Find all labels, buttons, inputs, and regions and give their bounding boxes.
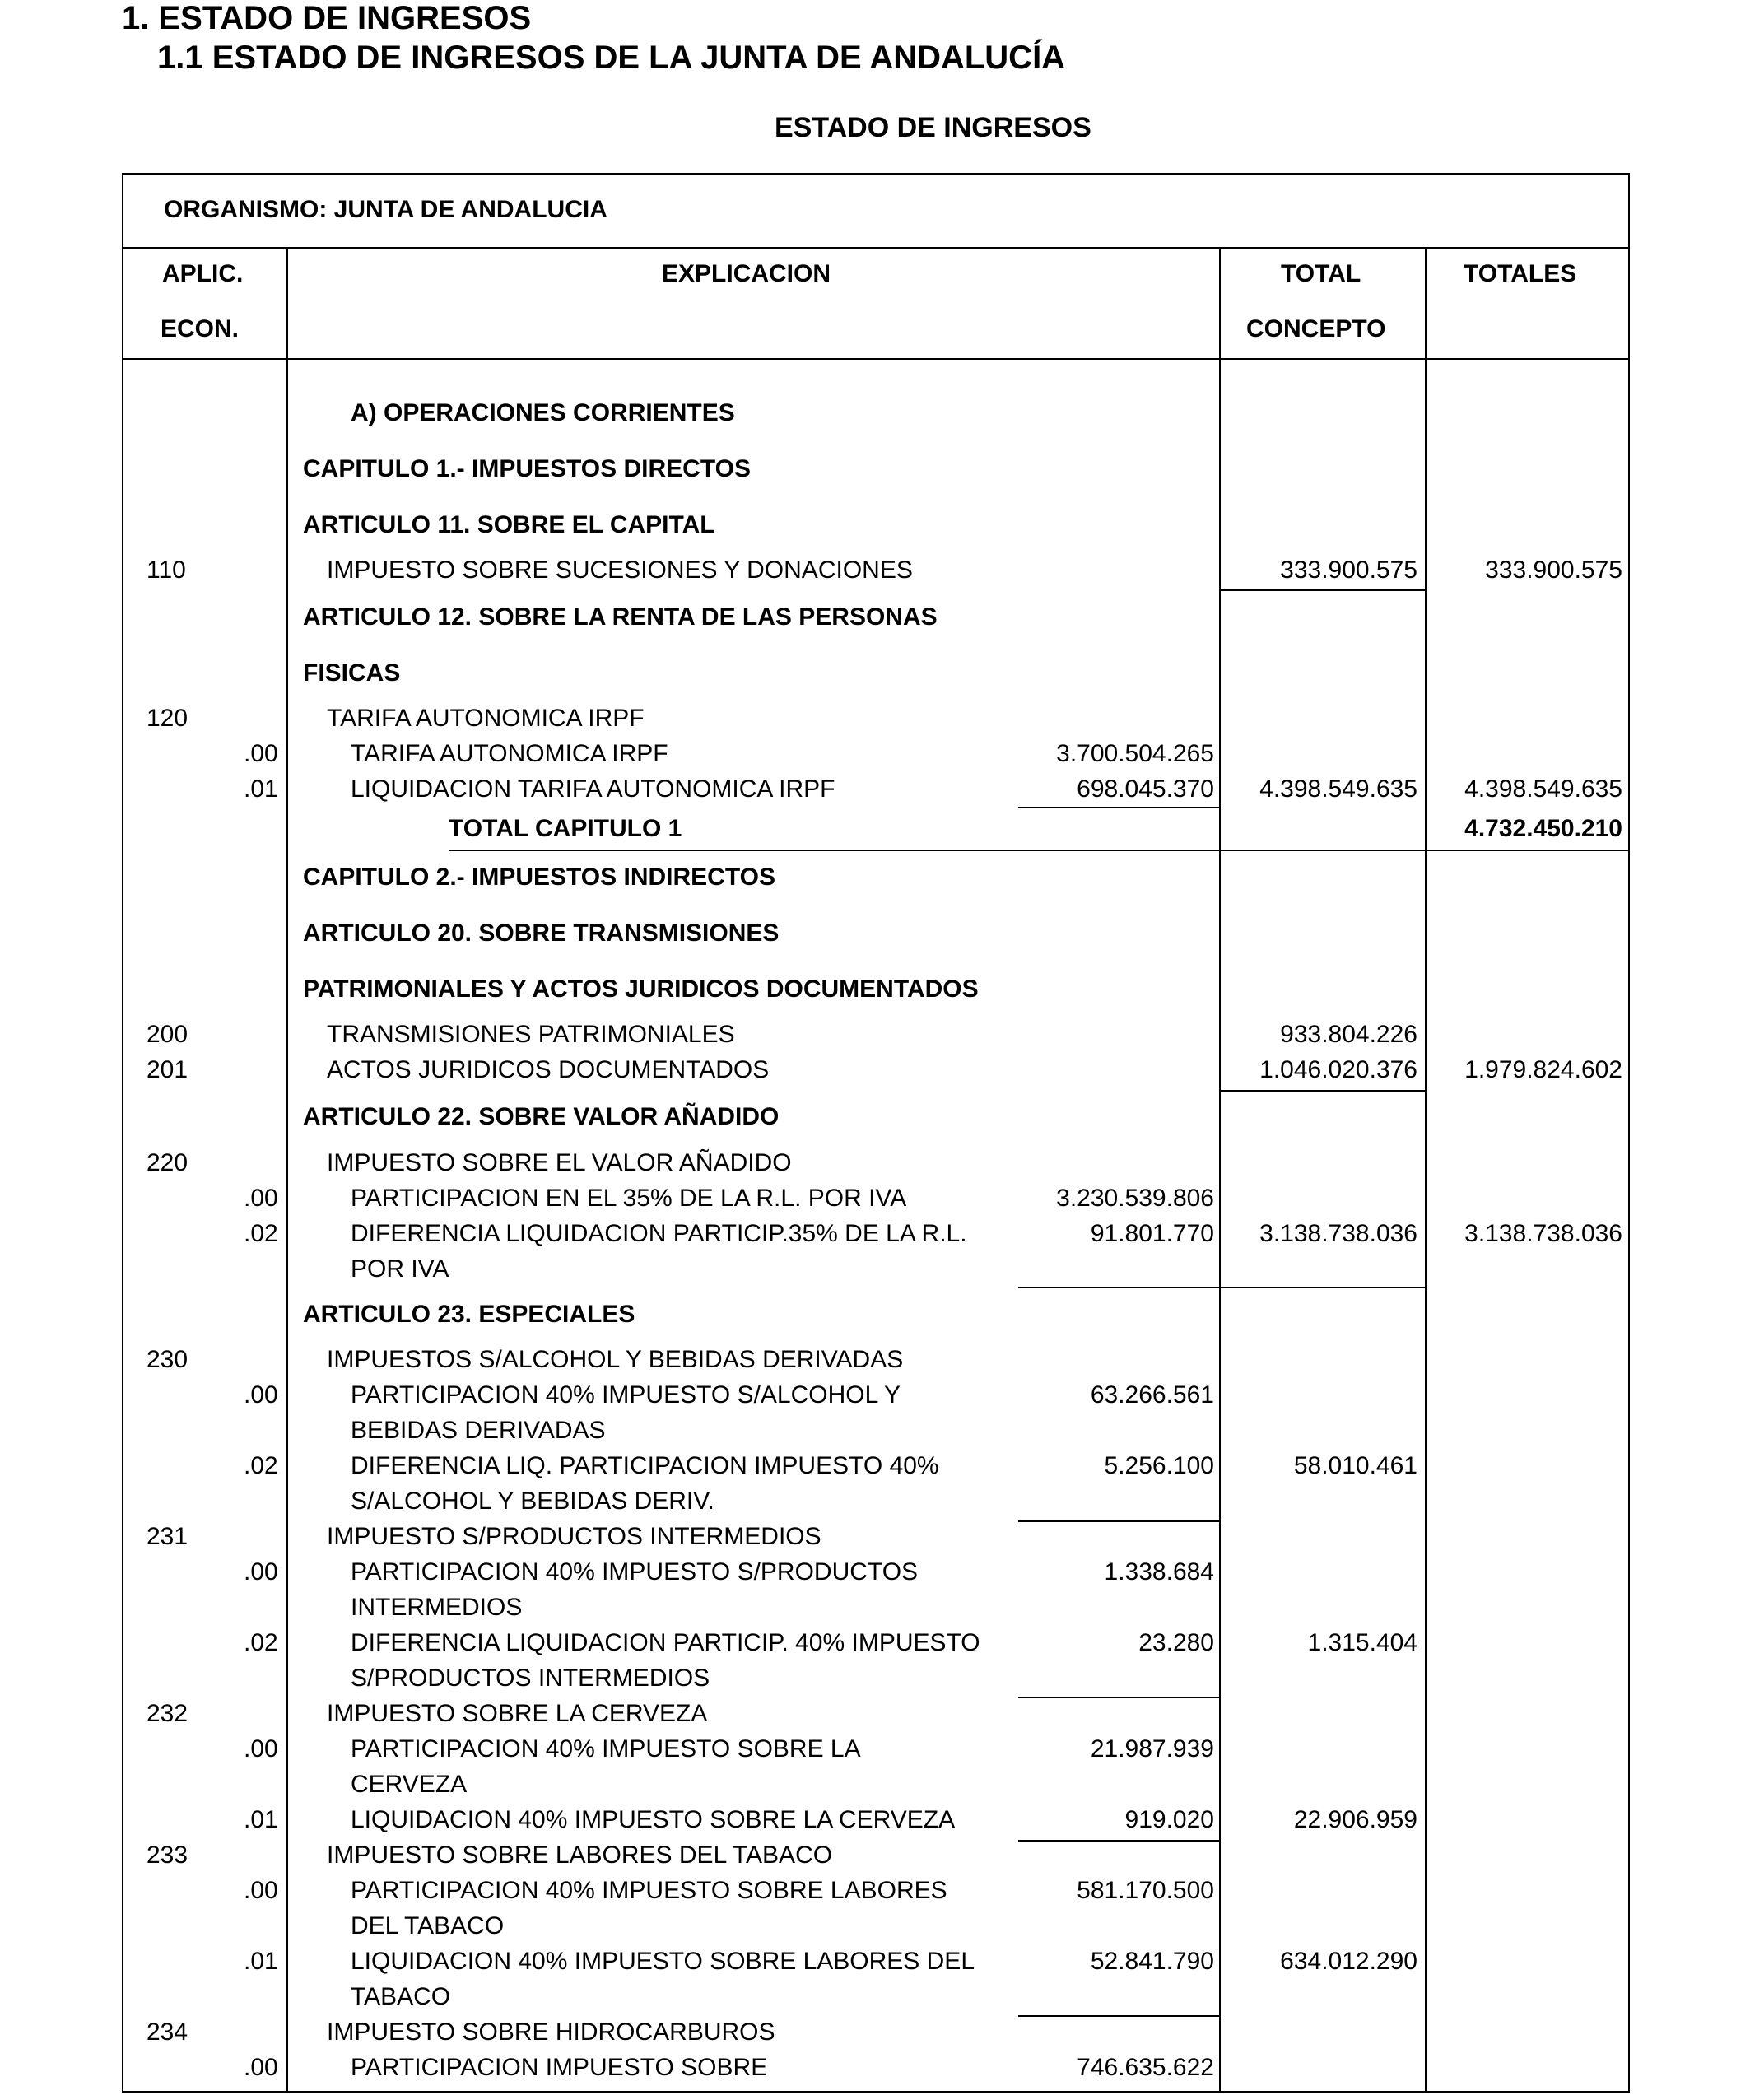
row-description: IMPUESTO SOBRE LABORES DEL TABACO xyxy=(327,1842,833,1869)
row-amount: 698.045.370 xyxy=(1077,775,1214,803)
row-subcode: .00 xyxy=(244,2054,278,2081)
row-amount: 91.801.770 xyxy=(1090,1220,1214,1247)
row-description: DIFERENCIA LIQUIDACION PARTICIP. 40% IMPUESTO xyxy=(351,1629,980,1656)
row-description: IMPUESTOS S/ALCOHOL Y BEBIDAS DERIVADAS xyxy=(327,1346,904,1373)
article-label: ARTICULO 11. SOBRE EL CAPITAL xyxy=(303,511,715,538)
row-subcode: .01 xyxy=(244,1948,278,1975)
row-description: PARTICIPACION 40% IMPUESTO S/PRODUCTOS xyxy=(351,1558,919,1585)
row-amount: 3.230.539.806 xyxy=(1056,1185,1214,1212)
row-total-concepto: 3.138.738.036 xyxy=(1259,1220,1417,1247)
chapter-label: CAPITULO 2.- IMPUESTOS INDIRECTOS xyxy=(303,864,775,891)
rule xyxy=(1018,1840,1219,1842)
row-subcode: .02 xyxy=(244,1629,278,1656)
row-code: 231 xyxy=(147,1523,188,1550)
row-description-cont: S/ALCOHOL Y BEBIDAS DERIV. xyxy=(351,1488,714,1515)
col-divider-explicacion xyxy=(1219,247,1221,2093)
article-label-cont: FISICAS xyxy=(303,659,401,687)
row-totales: 1.979.824.602 xyxy=(1464,1056,1622,1083)
row-subcode: .00 xyxy=(244,1558,278,1585)
row-total-concepto: 1.046.020.376 xyxy=(1259,1056,1417,1083)
row-subcode: .01 xyxy=(244,1806,278,1833)
row-description: IMPUESTO SOBRE HIDROCARBUROS xyxy=(327,2019,775,2046)
row-amount: 3.700.504.265 xyxy=(1056,740,1214,767)
header-divider xyxy=(122,358,1630,360)
section-label: A) OPERACIONES CORRIENTES xyxy=(351,399,735,426)
header-econ: ECON. xyxy=(161,315,240,342)
row-description-cont: POR IVA xyxy=(351,1255,449,1283)
rule xyxy=(1018,1287,1425,1288)
col-divider-aplic xyxy=(286,247,288,2093)
row-description: PARTICIPACION 40% IMPUESTO SOBRE LA xyxy=(351,1735,861,1762)
row-description: ACTOS JURIDICOS DOCUMENTADOS xyxy=(327,1056,770,1083)
row-code: 234 xyxy=(147,2019,188,2046)
header-explicacion: EXPLICACION xyxy=(662,260,831,287)
row-subcode: .00 xyxy=(244,1735,278,1762)
chapter-label: CAPITULO 1.- IMPUESTOS DIRECTOS xyxy=(303,455,751,482)
rule xyxy=(1018,1697,1219,1698)
article-label: ARTICULO 23. ESPECIALES xyxy=(303,1301,635,1328)
row-description-cont: BEBIDAS DERIVADAS xyxy=(351,1417,606,1444)
row-total-concepto: 22.906.959 xyxy=(1293,1806,1417,1833)
row-amount: 1.338.684 xyxy=(1104,1558,1214,1585)
row-description-cont: CERVEZA xyxy=(351,1771,468,1798)
row-code: 233 xyxy=(147,1842,188,1869)
row-subcode: .02 xyxy=(244,1452,278,1479)
row-description: TARIFA AUTONOMICA IRPF xyxy=(351,740,668,767)
article-label: ARTICULO 22. SOBRE VALOR AÑADIDO xyxy=(303,1103,780,1130)
header-totales: TOTALES xyxy=(1464,260,1577,287)
row-code: 230 xyxy=(147,1346,188,1373)
rule xyxy=(1219,589,1425,591)
row-description: DIFERENCIA LIQUIDACION PARTICIP.35% DE LA R.L. xyxy=(351,1220,967,1247)
col-divider-concepto xyxy=(1425,247,1427,2093)
rule xyxy=(1018,1520,1219,1522)
row-code: 201 xyxy=(147,1056,188,1083)
row-description: PARTICIPACION IMPUESTO SOBRE xyxy=(351,2054,768,2081)
row-subcode: .00 xyxy=(244,1381,278,1409)
row-code: 232 xyxy=(147,1700,188,1727)
row-subcode: .01 xyxy=(244,775,278,803)
row-description: IMPUESTO SOBRE LA CERVEZA xyxy=(327,1700,708,1727)
row-code: 110 xyxy=(147,556,186,584)
row-code: 120 xyxy=(147,705,188,732)
chapter-total-label: TOTAL CAPITULO 1 xyxy=(449,815,682,842)
row-amount: 919.020 xyxy=(1124,1806,1214,1833)
row-description: LIQUIDACION 40% IMPUESTO SOBRE LA CERVEZA xyxy=(351,1806,956,1833)
row-description-cont: DEL TABACO xyxy=(351,1912,505,1939)
row-description: PARTICIPACION 40% IMPUESTO SOBRE LABORES xyxy=(351,1877,947,1904)
page-title: ESTADO DE INGRESOS xyxy=(775,112,1091,143)
row-amount: 23.280 xyxy=(1138,1629,1214,1656)
row-code: 220 xyxy=(147,1149,188,1176)
row-totales: 333.900.575 xyxy=(1485,556,1622,584)
article-label-cont: PATRIMONIALES Y ACTOS JURIDICOS DOCUMENTADOS xyxy=(303,975,979,1003)
row-total-concepto: 933.804.226 xyxy=(1280,1021,1417,1048)
rule xyxy=(1219,1090,1425,1092)
row-subcode: .00 xyxy=(244,740,278,767)
header-concepto: CONCEPTO xyxy=(1246,315,1386,342)
row-total-concepto: 333.900.575 xyxy=(1280,556,1417,584)
row-amount: 21.987.939 xyxy=(1090,1735,1214,1762)
row-description: TRANSMISIONES PATRIMONIALES xyxy=(327,1021,735,1048)
row-description: IMPUESTO SOBRE SUCESIONES Y DONACIONES xyxy=(327,556,913,584)
row-description: IMPUESTO SOBRE EL VALOR AÑADIDO xyxy=(327,1149,792,1176)
header-total: TOTAL xyxy=(1281,260,1361,287)
subsection-heading: 1.1 ESTADO DE INGRESOS DE LA JUNTA DE ANDALUCÍA xyxy=(157,40,1066,76)
row-subcode: .00 xyxy=(244,1185,278,1212)
header-aplic: APLIC. xyxy=(162,260,244,287)
row-description: IMPUESTO S/PRODUCTOS INTERMEDIOS xyxy=(327,1523,821,1550)
row-description-cont: INTERMEDIOS xyxy=(351,1594,523,1621)
rule xyxy=(1018,807,1219,808)
row-subcode: .00 xyxy=(244,1877,278,1904)
article-label: ARTICULO 12. SOBRE LA RENTA DE LAS PERSONAS xyxy=(303,603,938,631)
row-total-concepto: 4.398.549.635 xyxy=(1259,775,1417,803)
row-amount: 63.266.561 xyxy=(1090,1381,1214,1409)
row-code: 200 xyxy=(147,1021,188,1048)
row-description: LIQUIDACION 40% IMPUESTO SOBRE LABORES DEL xyxy=(351,1948,975,1975)
row-subcode: .02 xyxy=(244,1220,278,1247)
row-totales: 4.398.549.635 xyxy=(1464,775,1622,803)
row-description: TARIFA AUTONOMICA IRPF xyxy=(327,705,645,732)
rule xyxy=(449,850,1630,851)
row-description: PARTICIPACION EN EL 35% DE LA R.L. POR IVA xyxy=(351,1185,907,1212)
row-description-cont: S/PRODUCTOS INTERMEDIOS xyxy=(351,1665,710,1692)
chapter-total-value: 4.732.450.210 xyxy=(1464,815,1622,842)
row-amount: 581.170.500 xyxy=(1077,1877,1214,1904)
organismo-divider xyxy=(122,247,1630,249)
row-description: PARTICIPACION 40% IMPUESTO S/ALCOHOL Y xyxy=(351,1381,901,1409)
row-description: DIFERENCIA LIQ. PARTICIPACION IMPUESTO 40% xyxy=(351,1452,939,1479)
row-amount: 52.841.790 xyxy=(1090,1948,1214,1975)
organismo-label: ORGANISMO: JUNTA DE ANDALUCIA xyxy=(164,196,607,223)
row-amount: 5.256.100 xyxy=(1104,1452,1214,1479)
rule xyxy=(1018,2015,1219,2017)
section-heading: 1. ESTADO DE INGRESOS xyxy=(122,0,532,36)
row-totales: 3.138.738.036 xyxy=(1464,1220,1622,1247)
row-amount: 746.635.622 xyxy=(1077,2054,1214,2081)
row-total-concepto: 58.010.461 xyxy=(1293,1452,1417,1479)
row-description-cont: TABACO xyxy=(351,1983,451,2010)
row-total-concepto: 634.012.290 xyxy=(1280,1948,1417,1975)
row-total-concepto: 1.315.404 xyxy=(1307,1629,1417,1656)
row-description: LIQUIDACION TARIFA AUTONOMICA IRPF xyxy=(351,775,835,803)
article-label: ARTICULO 20. SOBRE TRANSMISIONES xyxy=(303,920,780,947)
